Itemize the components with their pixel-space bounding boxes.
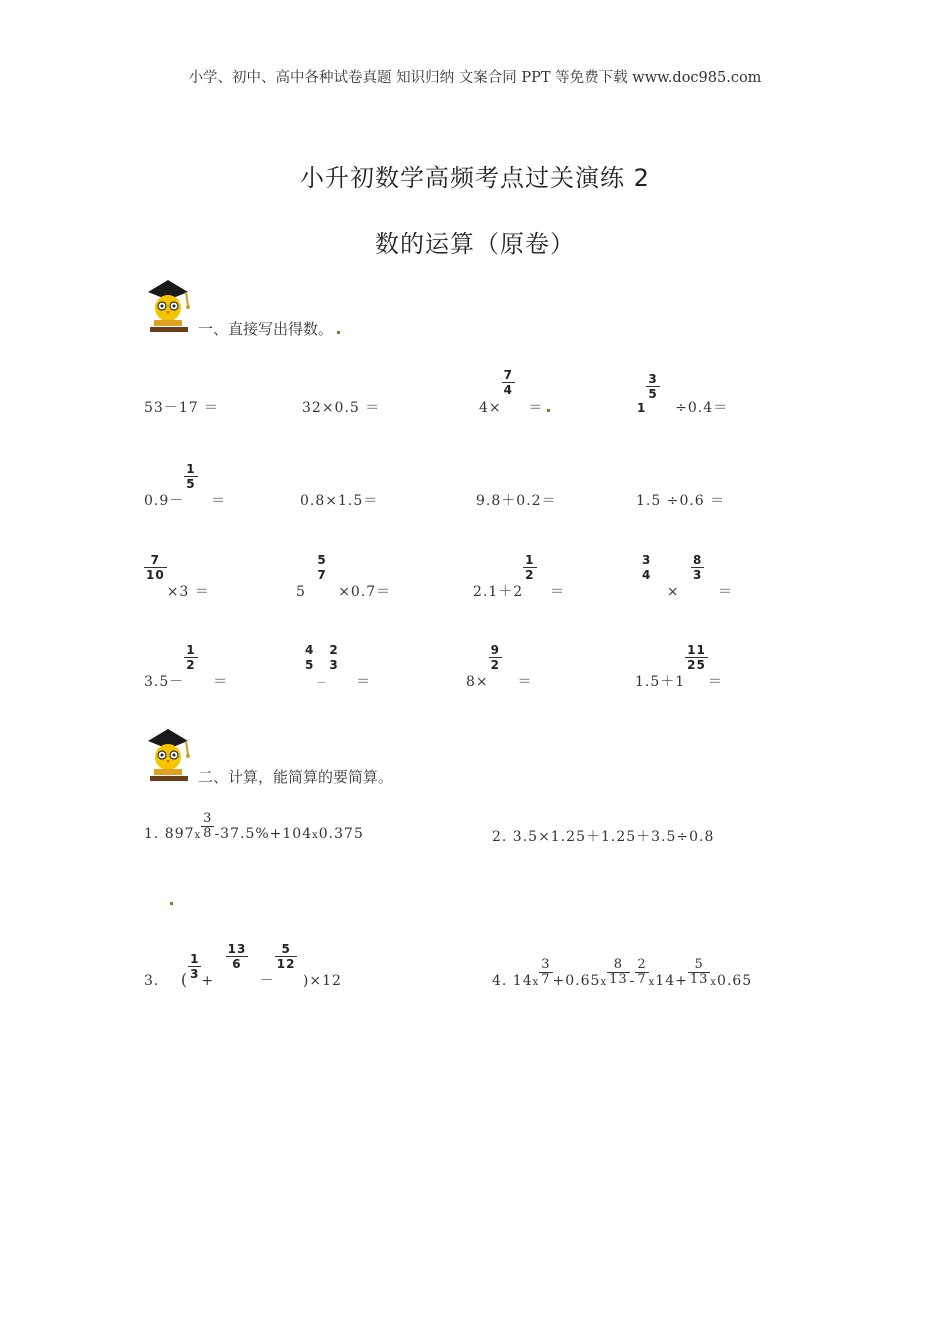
s1-r2-b: 0.8×1.5＝ xyxy=(300,493,379,509)
s1-r3-a: $\frac{7}{10}$ ×3 ＝ xyxy=(146,553,210,600)
s1-r1-b: 32×0.5 ＝ xyxy=(302,400,381,416)
page-header: 小学、初中、高中各种试卷真题 知识归纳 文案合同 PPT 等免费下载 www.doc985.com xyxy=(188,70,762,86)
mascot-icon xyxy=(142,278,194,336)
s1-r3-b: 5 5 7 ×0.7＝ xyxy=(296,553,392,600)
mascot-icon xyxy=(142,727,194,785)
s1-r3-c: 2.1＋2 $\frac{1}{2}$ ＝ xyxy=(473,553,565,600)
s1-r4-b: 4 5 － 2 3 ＝ xyxy=(305,643,372,690)
s1-r2-d: 1.5 ÷0.6 ＝ xyxy=(636,493,726,509)
dot-mark xyxy=(170,902,173,905)
dot-mark xyxy=(337,331,340,334)
s1-r1-d: 1 $\frac{3}{5}$ ÷0.4＝ xyxy=(637,372,729,416)
s1-r4-a: 3.5－ $\frac{1}{2}$ ＝ xyxy=(144,643,229,690)
section-2-label: 二、计算，能简算的要简算。 xyxy=(198,768,394,786)
s1-r4-d: 1.5＋1 $\frac{11}{25}$ ＝ xyxy=(635,643,723,690)
page-subtitle: 数的运算（原卷） xyxy=(375,230,575,258)
s1-r1-a: 53－17 ＝ xyxy=(144,400,220,416)
s1-r2-a: 0.9－ $\frac{1}{5}$ ＝ xyxy=(144,462,227,509)
s1-r4-c: 8× $\frac{9}{2}$ ＝ xyxy=(466,643,533,690)
s1-r1-c: 4× $\frac{7}{4}$ ＝ xyxy=(479,368,550,417)
s2-problem-1: 1. 897x $\frac{3}{8}$ -37.5%+104x0.375 xyxy=(144,811,364,842)
s2-problem-4: 4. 14x $\frac{3}{7}$ +0.65x $\frac{8}{13}$ - $\frac{2}{7}$ x14+ $\frac{5}{13}$ x0.65 xyxy=(492,957,753,989)
page-title: 小升初数学高频考点过关演练 2 xyxy=(300,164,650,192)
s2-problem-3: 3. ( $\frac{1}{3}$ + $\frac{13}{6}$ － $\frac{5}{12}$ )×12 xyxy=(144,942,342,989)
s1-r2-c: 9.8＋0.2＝ xyxy=(476,493,557,509)
section-1-label: 一、直接写出得数。 xyxy=(198,318,340,339)
s1-r3-d: 3 4 × $\frac{8}{3}$ ＝ xyxy=(642,553,733,600)
s2-problem-2: 2. 3.5×1.25＋1.25＋3.5÷0.8 xyxy=(492,829,715,845)
